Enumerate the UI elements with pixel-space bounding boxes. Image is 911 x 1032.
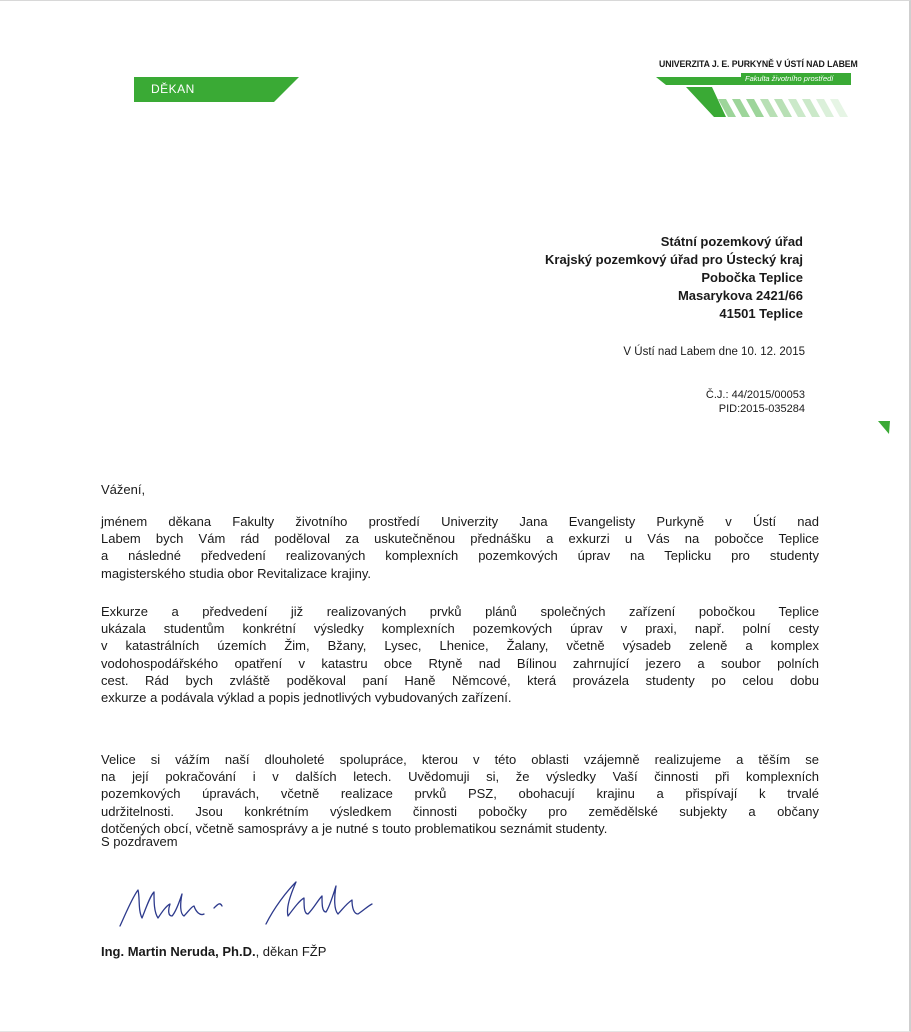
paragraph-line: vodohospodářského opatření v katastru obce Rtyně nad Bílinou zahrnující jezero a soubor polních [101, 655, 819, 671]
salutation: Vážení, [101, 482, 146, 497]
paragraph-3 [101, 751, 819, 837]
paragraph-1 [101, 513, 819, 582]
paragraph-2 [101, 603, 819, 706]
faculty-name: Fakulta životního prostředí [745, 74, 834, 83]
paragraph-line: dotčených obcí, včetně samosprávy a je nutné s touto problematikou seznámit studenty. [101, 820, 608, 836]
dean-label: DĚKAN [151, 82, 195, 96]
closing: S pozdravem [101, 834, 178, 849]
paragraph-line: Velice si vážím naší dlouholeté spolupráce, kterou v této oblasti vzájemně realizujeme a těším se [101, 752, 819, 767]
faculty-bar [741, 73, 851, 85]
paragraph-line: na její pokračování i v dalších letech. Uvědomuji si, že výsledky Vaší činnosti při komplexních [101, 769, 819, 785]
recipient-line: Masarykova 2421/66 [677, 288, 803, 303]
paragraph-line: Labem bych Vám rád poděloval za uskutečněnou přednášku a exkurzi u Vás na pobočce Teplice [101, 531, 819, 547]
paragraph-line: ukázala studentům konkrétní výsledky komplexních pozemkových úprav v praxi, např. polní cesty [101, 621, 819, 637]
paragraph-line: a následné předvedení realizovaných komplexních pozemkových úprav na Teplicku pro studenty [101, 548, 819, 564]
handwritten-signature [118, 868, 408, 933]
dean-banner [134, 77, 299, 102]
paragraph-line: Exkurze a předvedení již realizovaných prvků plánů společných zařízení pobočkou Teplice [101, 604, 819, 619]
university-logo [656, 55, 856, 125]
reference-cj: Č.J.: 44/2015/00053 [705, 389, 805, 401]
paragraph-line: exkurze a podávala výklad a popis jednotlivých vybudovaných zařízení. [101, 690, 512, 706]
paragraph-line: v katastrálních územích Žim, Bžany, Lysec, Lhenice, Žalany, včetně výsadeb zeleně a komplex [101, 638, 819, 654]
fold-mark-icon [878, 421, 890, 435]
paragraph-line: jménem děkana Fakulty životního prostředí Univerzity Jana Evangelisty Purkyně v Ústí nad [101, 514, 819, 529]
recipient-line: 41501 Teplice [719, 306, 803, 321]
reference-pid: PID:2015-035284 [718, 403, 805, 415]
paragraph-line: cest. Rád bych zvláště poděkoval paní Haně Němcové, která provázela studenty po celou dobu [101, 672, 819, 688]
paragraph-line: pozemkových úpravách, včetně realizace prvků PSZ, obohacují krajinu a přispívají k trvalé [101, 786, 819, 802]
paragraph-line: udržitelnosti. Jsou konkrétním výsledkem činnosti pobočky pro zemědělské subjekty a občany [101, 803, 819, 819]
signer-line [101, 944, 326, 959]
reference-block [706, 388, 805, 416]
date-line: V Ústí nad Labem dne 10. 12. 2015 [623, 346, 805, 358]
recipient-address [545, 233, 803, 323]
signer-name: Ing. Martin Neruda, Ph.D. [101, 944, 256, 959]
signer-title: , děkan FŽP [255, 944, 327, 959]
recipient-line: Pobočka Teplice [701, 270, 803, 285]
paragraph-line: magisterského studia obor Revitalizace krajiny. [101, 565, 371, 581]
recipient-line: Státní pozemkový úřad [660, 234, 803, 249]
recipient-line: Krajský pozemkový úřad pro Ústecký kraj [545, 252, 803, 267]
university-name: UNIVERZITA J. E. PURKYNĚ V ÚSTÍ NAD LABEM [659, 59, 858, 70]
